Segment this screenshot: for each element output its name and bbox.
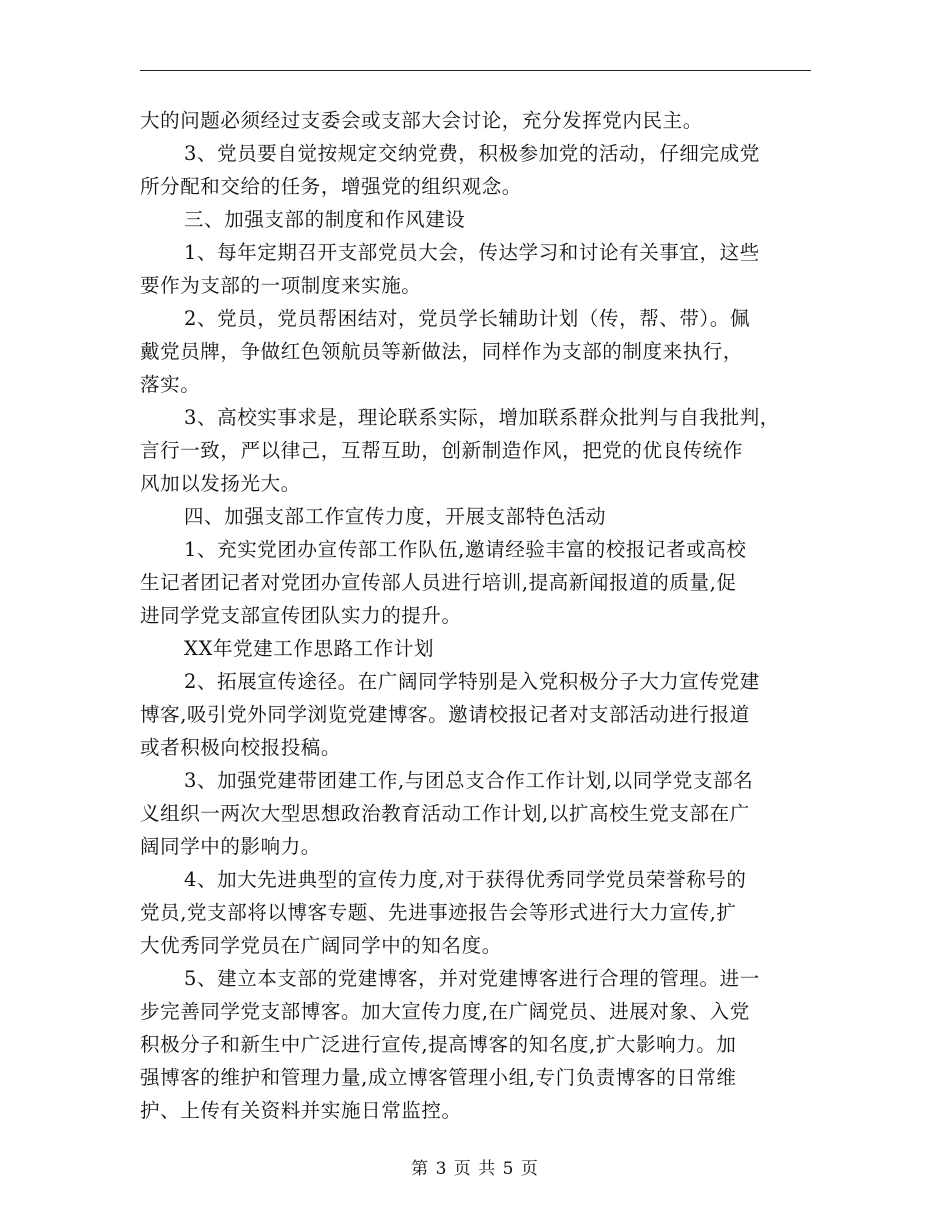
text-line: 积极分子和新生中广泛进行宣传,提高博客的知名度,扩大影响力。加 (140, 1033, 737, 1056)
document-body (140, 104, 820, 1127)
text-line: 义组织一两次大型思想政治教育活动工作计划,以扩高校生党支部在广 (140, 802, 750, 825)
text-line: 2、拓展宣传途径。在广阔同学特别是入党积极分子大力宣传党建 (184, 670, 760, 693)
text-line: 1、每年定期召开支部党员大会，传达学习和讨论有关事宜，这些 (184, 241, 760, 264)
text-line: 言行一致，严以律己，互帮互助，创新制造作风，把党的优良传统作 (140, 439, 744, 462)
text-line: 步完善同学党支部博客。加大宣传力度,在广阔党员、进展对象、入党 (140, 1000, 750, 1023)
page-footer: 第 3 页 共 5 页 (411, 1159, 539, 1179)
header-rule (140, 70, 811, 71)
text-line: 博客,吸引党外同学浏览党建博客。邀请校报记者对支部活动进行报道 (140, 703, 750, 726)
text-line: 进同学党支部宣传团队实力的提升。 (140, 604, 462, 627)
text-line: 阔同学中的影响力。 (140, 835, 321, 858)
text-line: 2、党员，党员帮困结对，党员学长辅助计划（传，帮、带）。佩 (184, 307, 751, 330)
text-line: 强博客的维护和管理力量,成立博客管理小组,专门负责博客的日常维 (140, 1066, 737, 1089)
text-line: 4、加大先进典型的宣传力度,对于获得优秀同学党员荣誉称号的 (184, 868, 747, 891)
text-line: 生记者团记者对党团办宣传部人员进行培训,提高新闻报道的质量,促 (140, 571, 737, 594)
text-line: 三、加强支部的制度和作风建设 (184, 208, 466, 231)
text-line: 3、加强党建带团建工作,与团总支合作工作计划,以同学党支部名 (184, 769, 754, 792)
text-line: 护、上传有关资料并实施日常监控。 (140, 1099, 462, 1122)
text-line: XX年党建工作思路工作计划 (184, 637, 435, 660)
text-line: 或者积极向校报投稿。 (140, 736, 342, 759)
text-line: 大优秀同学党员在广阔同学中的知名度。 (140, 934, 502, 957)
text-line: 戴党员牌，争做红色领航员等新做法，同样作为支部的制度来执行， (140, 340, 744, 363)
text-line: 3、党员要自觉按规定交纳党费，积极参加党的活动，仔细完成党 (184, 142, 760, 165)
text-line: 风加以发扬光大。 (140, 472, 301, 495)
text-line: 3、高校实事求是，理论联系实际，增加联系群众批判与自我批判， (184, 406, 780, 429)
text-line: 要作为支部的一项制度来实施。 (140, 274, 422, 297)
text-line: 5、建立本支部的党建博客，并对党建博客进行合理的管理。进一 (184, 967, 760, 990)
text-line: 党员,党支部将以博客专题、先进事迹报告会等形式进行大力宣传,扩 (140, 901, 737, 924)
text-line: 1、充实党团办宣传部工作队伍,邀请经验丰富的校报记者或高校 (184, 538, 747, 561)
text-line: 落实。 (140, 373, 201, 396)
text-line: 所分配和交给的任务，增强党的组织观念。 (140, 175, 522, 198)
text-line: 四、加强支部工作宣传力度，开展支部特色活动 (184, 505, 607, 528)
text-line: 大的问题必须经过支委会或支部大会讨论，充分发挥党内民主。 (140, 109, 703, 132)
